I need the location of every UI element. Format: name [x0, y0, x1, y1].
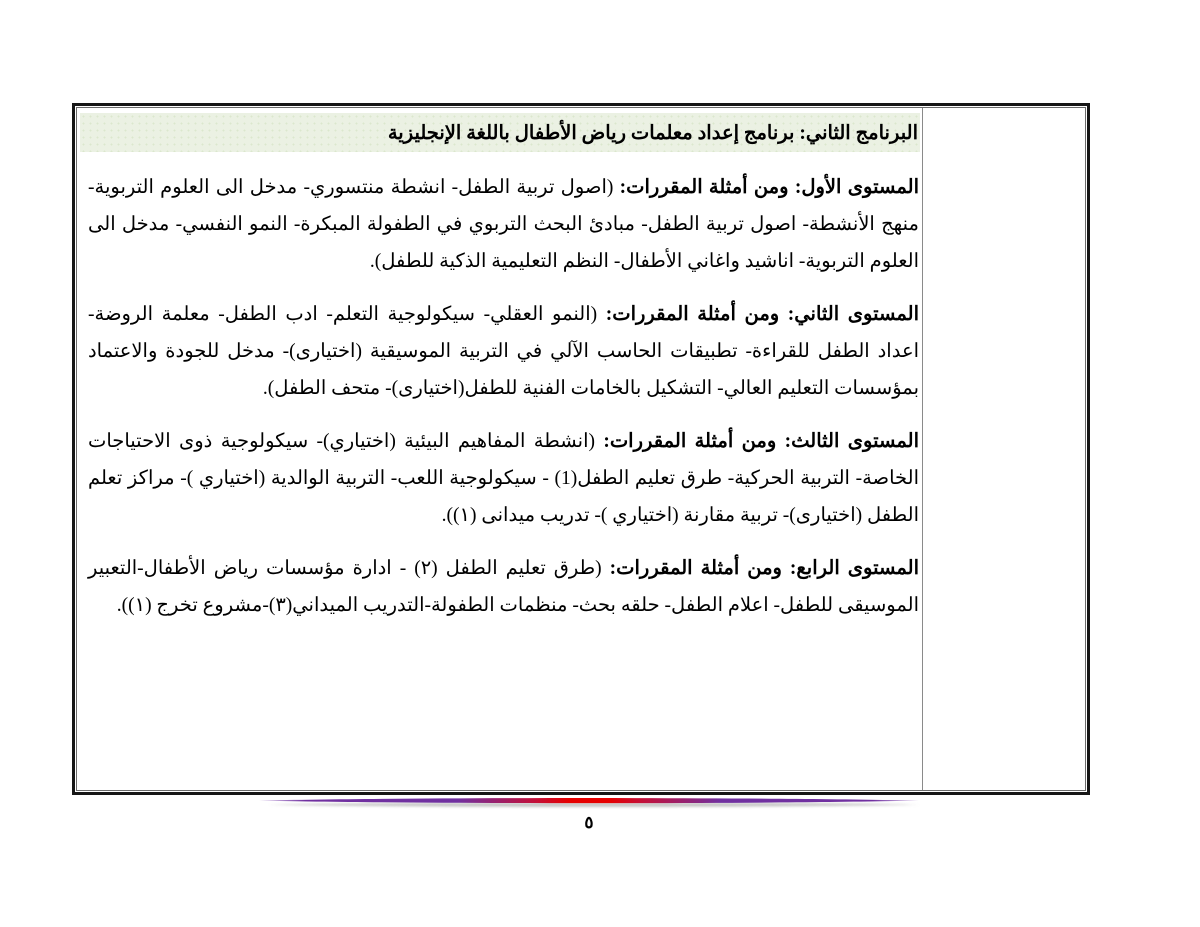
level-4-paragraph: [88, 550, 919, 624]
level-3-courses: (انشطة المفاهيم البيئية (اختياري)- سيكولوجية ذوى الاحتياجات الخاصة- التربية الحركية- طرق تعليم الطفل(1) - سيكولوجية اللعب- التربية الوالدية (اختياري )- مراكز تعلم الطفل (اختيارى)- تربية مقارنة (اختياري )- تدريب ميدانى (١)).: [88, 431, 919, 526]
level-1-courses: (اصول تربية الطفل- انشطة منتسوري- مدخل الى العلوم التربوية- منهج الأنشطة- اصول تربية الطفل- مبادئ البحث التربوي في الطفولة المبكرة- النمو النفسي- مدخل الى العلوم التربوية- اناشيد واغاني الأطفال- النظم التعليمية الذكية للطفل).: [88, 177, 919, 272]
page-number: ٥: [584, 813, 594, 832]
level-2-label: المستوى الثاني: ومن أمثلة المقررات:: [597, 304, 919, 325]
level-2-courses: (النمو العقلي- سيكولوجية التعلم- ادب الطفل- معلمة الروضة- اعداد الطفل للقراءة- تطبيقات الحاسب الآلي في التربية الموسيقية (اختيارى)- مدخل للجودة والاعتماد بمؤسسات التعليم العالي- التشكيل بالخامات الفنية للطفل(اختيارى)- متحف الطفل).: [88, 304, 919, 399]
empty-side-cell: [922, 108, 1085, 790]
program-title: البرنامج الثاني: برنامج إعداد معلمات رياض الأطفال باللغة الإنجليزية: [387, 122, 918, 144]
level-4-courses: (طرق تعليم الطفل (٢) - ادارة مؤسسات رياض الأطفال-التعبير الموسيقى للطفل- اعلام الطفل- حلقه بحث- منظمات الطفولة-التدريب الميداني(٣)-مشروع تخرج (١)).: [88, 558, 919, 616]
level-3-label: المستوى الثالث: ومن أمثلة المقررات:: [594, 431, 919, 452]
level-1-label: المستوى الأول: ومن أمثلة المقررات:: [613, 177, 919, 198]
program-table: [76, 107, 1086, 791]
level-2-paragraph: [88, 296, 919, 407]
level-3-paragraph: [88, 423, 919, 534]
level-4-label: المستوى الرابع: ومن أمثلة المقررات:: [601, 558, 919, 579]
level-1-paragraph: [88, 169, 919, 280]
decorative-divider-icon: [258, 796, 920, 812]
decorative-divider: [258, 796, 920, 812]
program-table-main-cell: [77, 108, 922, 790]
levels-text-block: [77, 152, 922, 624]
program-title-band: [80, 113, 920, 152]
